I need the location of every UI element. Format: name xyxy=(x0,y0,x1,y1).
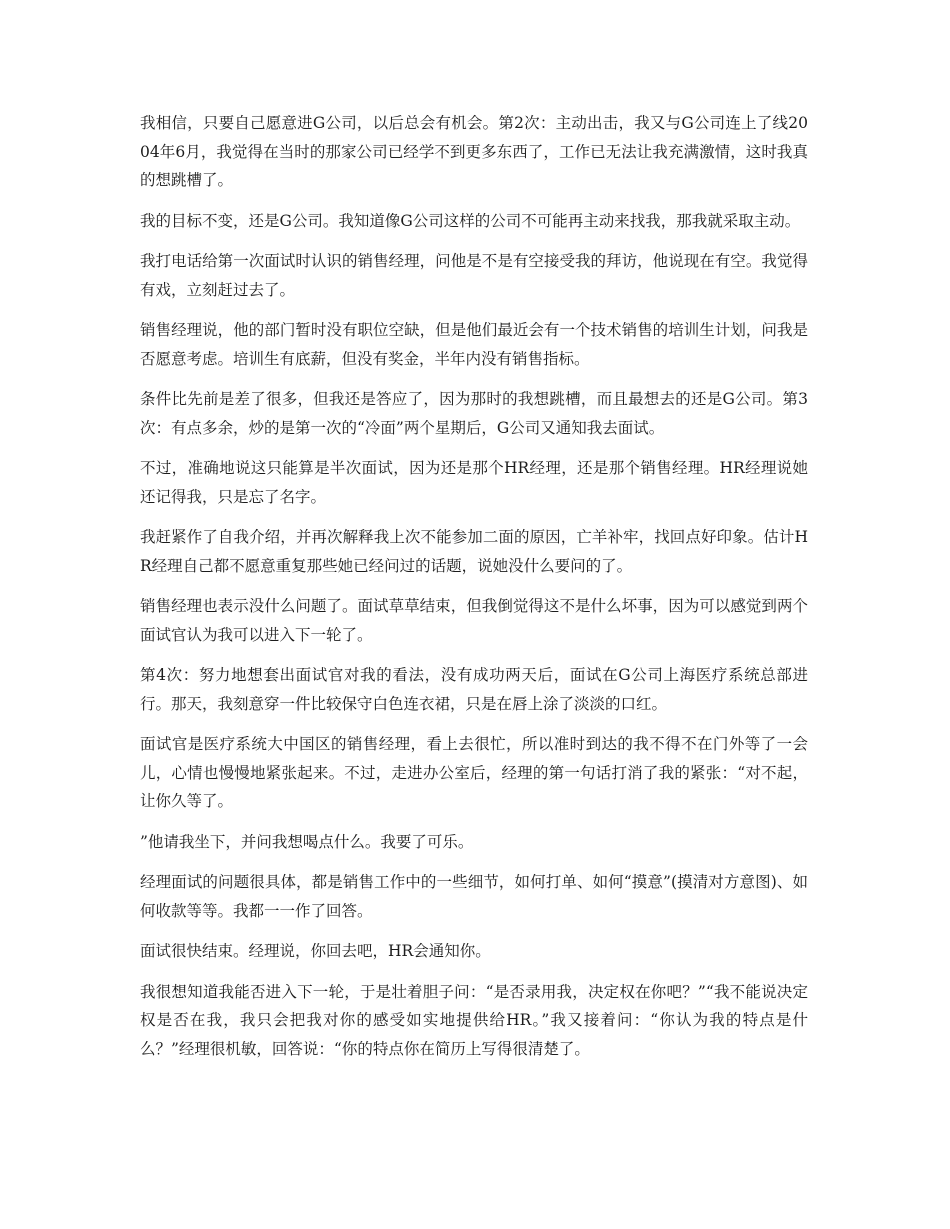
paragraph-9: 第4次：努力地想套出面试官对我的看法，没有成功两天后，面试在G公司上海医疗系统总部进行。那天，我刻意穿一件比较保守白色连衣裙，只是在唇上涂了淡淡的口红。 xyxy=(140,666,808,713)
paragraph-4: 销售经理说，他的部门暂时没有职位空缺，但是他们最近会有一个技术销售的培训生计划，问我是否愿意考虑。培训生有底薪，但没有奖金，半年内没有销售指标。 xyxy=(140,321,808,368)
paragraph-8: 销售经理也表示没什么问题了。面试草草结束，但我倒觉得这不是什么坏事，因为可以感觉到两个面试官认为我可以进入下一轮了。 xyxy=(140,597,808,644)
document-body xyxy=(140,109,808,1075)
paragraph-1: 我相信，只要自己愿意进G公司，以后总会有机会。第2次：主动出击，我又与G公司连上了线2004年6月，我觉得在当时的那家公司已经学不到更多东西了，工作已无法让我充满激情，这时我真的想跳槽了。 xyxy=(140,114,808,189)
paragraph-12: 经理面试的问题很具体，都是销售工作中的一些细节，如何打单、如何“摸意”(摸清对方意图)、如何收款等等。我都一一作了回答。 xyxy=(140,873,808,920)
paragraph-14: 我很想知道我能否进入下一轮，于是壮着胆子问：“是否录用我，决定权在你吧？”“我不能说决定权是否在我，我只会把我对你的感受如实地提供给HR。”我又接着问：“你认为我的特点是什么？”经理很机敏，回答说：“你的特点你在简历上写得很清楚了。 xyxy=(140,982,808,1058)
paragraph-5: 条件比先前是差了很多，但我还是答应了，因为那时的我想跳槽，而且最想去的还是G公司。第3次：有点多余，炒的是第一次的“冷面”两个星期后，G公司又通知我去面试。 xyxy=(140,390,808,437)
paragraph-6: 不过，准确地说这只能算是半次面试，因为还是那个HR经理，还是那个销售经理。HR经理说她还记得我，只是忘了名字。 xyxy=(140,459,808,506)
paragraph-10: 面试官是医疗系统大中国区的销售经理，看上去很忙，所以准时到达的我不得不在门外等了一会儿，心情也慢慢地紧张起来。不过，走进办公室后，经理的第一句话打消了我的紧张：“对不起，让你久等了。 xyxy=(140,735,808,810)
paragraph-7: 我赶紧作了自我介绍，并再次解释我上次不能参加二面的原因，亡羊补牢，找回点好印象。估计HR经理自己都不愿意重复那些她已经问过的话题，说她没什么要问的了。 xyxy=(140,528,808,575)
paragraph-2: 我的目标不变，还是G公司。我知道像G公司这样的公司不可能再主动来找我，那我就采取主动。 xyxy=(140,211,801,230)
paragraph-13: 面试很快结束。经理说，你回去吧，HR会通知你。 xyxy=(140,942,491,960)
paragraph-11: ”他请我坐下，并问我想喝点什么。我要了可乐。 xyxy=(140,832,474,851)
paragraph-3: 我打电话给第一次面试时认识的销售经理，问他是不是有空接受我的拜访，他说现在有空。我觉得有戏，立刻赶过去了。 xyxy=(140,252,808,299)
